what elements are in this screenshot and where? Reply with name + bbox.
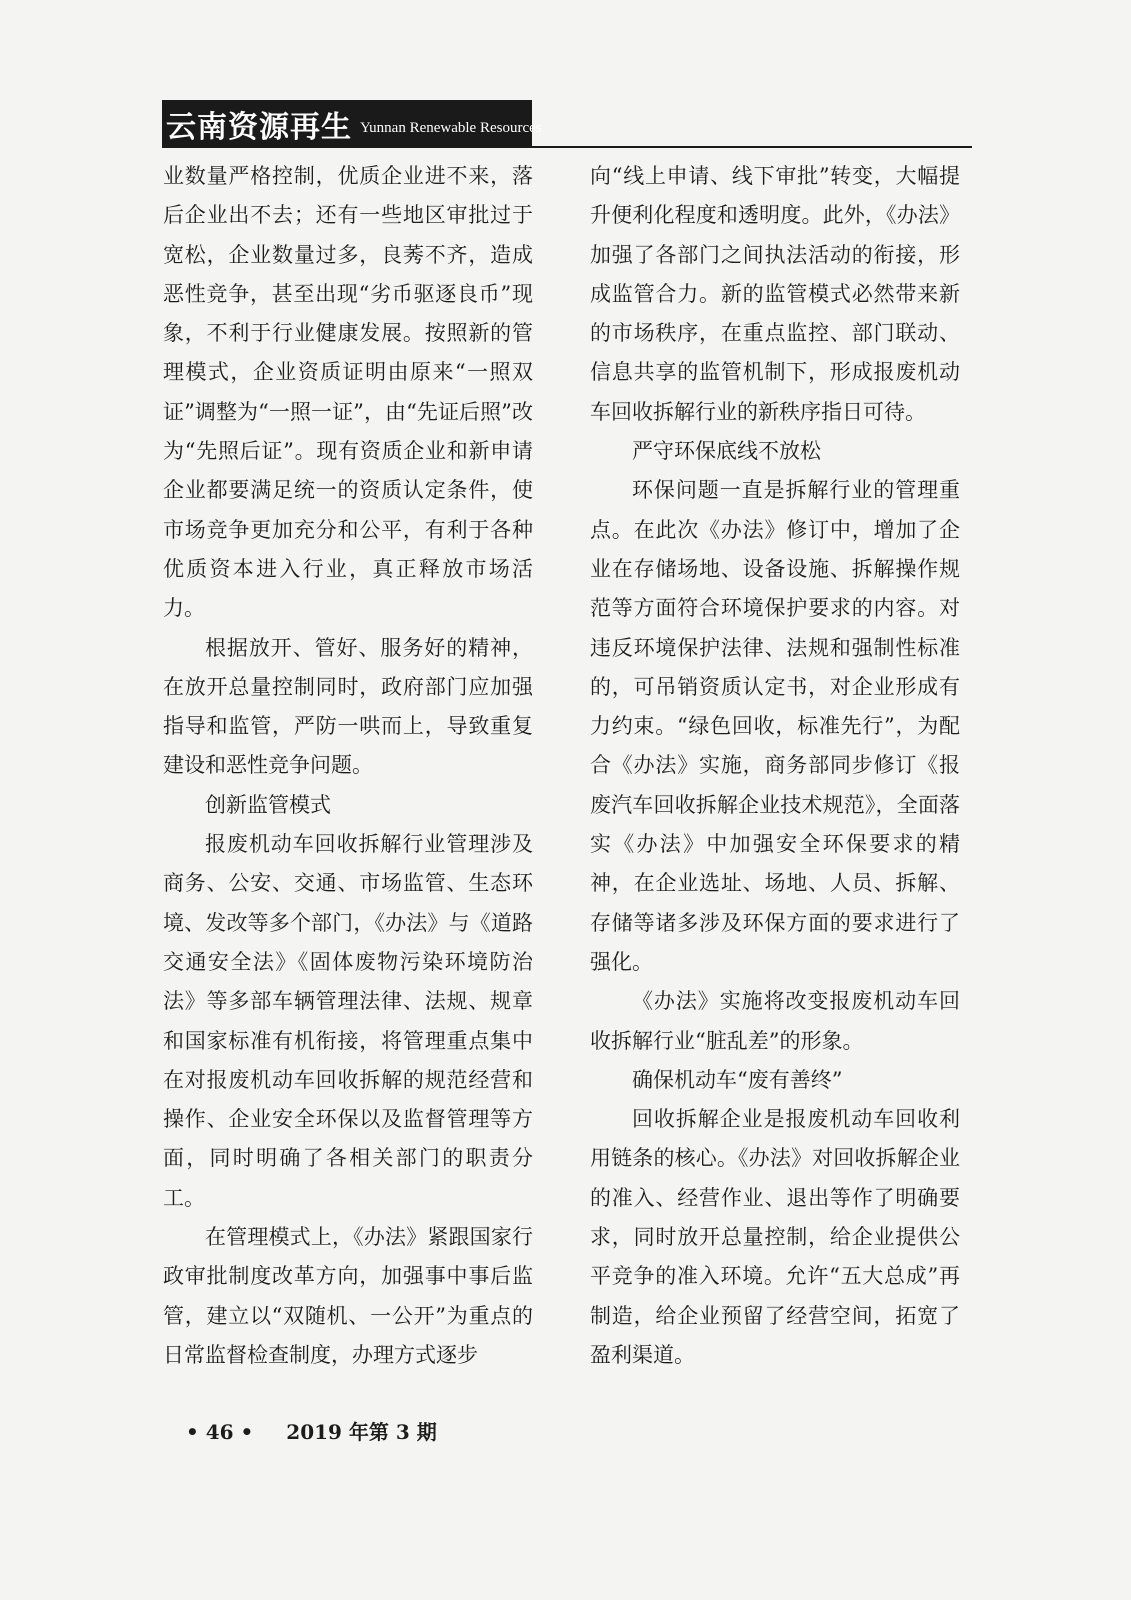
paragraph: 《办法》实施将改变报废机动车回收拆解行业“脏乱差”的形象。 xyxy=(590,989,960,1053)
section-heading: 创新监管模式 xyxy=(205,792,331,817)
page-footer xyxy=(186,1416,437,1445)
paragraph: 报废机动车回收拆解行业管理涉及商务、公安、交通、市场监管、生态环境、发改等多个部门，《办法》与《道路交通安全法》《固体废物污染环境防治法》等多部车辆管理法律、法规、规章和国家标准有机衔接，将管理重点集中在对报废机动车回收拆解的规范经营和操作、企业安全环保以及监督管理等方面，同时明确了各相关部门的职责分工。 xyxy=(163,832,533,1210)
section-heading: 确保机动车“废有善终” xyxy=(632,1067,843,1092)
header-rule xyxy=(162,146,972,148)
paragraph: 根据放开、管好、服务好的精神，在放开总量控制同时，政府部门应加强指导和监管，严防一哄而上，导致重复建设和恶性竞争问题。 xyxy=(163,635,533,778)
journal-title-en: Yunnan Renewable Resources xyxy=(360,119,542,136)
left-column xyxy=(163,157,533,1375)
paragraph: 业数量严格控制，优质企业进不来，落后企业出不去；还有一些地区审批过于宽松，企业数量过多，良莠不齐，造成恶性竞争，甚至出现“劣币驱逐良币”现象，不利于行业健康发展。按照新的管理模式，企业资质证明由原来“一照双证”调整为“一照一证”，由“先证后照”改为“先照后证”。现有资质企业和新申请企业都要满足统一的资质认定条件，使市场竞争更加充分和公平，有利于各种优质资本进入行业，真正释放市场活力。 xyxy=(163,164,533,621)
section-heading: 严守环保底线不放松 xyxy=(632,439,821,464)
page-number: • 46 • xyxy=(186,1420,254,1444)
paragraph: 在管理模式上，《办法》紧跟国家行政审批制度改革方向，加强事中事后监管，建立以“双随机、一公开”为重点的日常监督检查制度，办理方式逐步 xyxy=(163,1225,533,1367)
paragraph: 回收拆解企业是报废机动车回收利用链条的核心。《办法》对回收拆解企业的准入、经营作业、退出等作了明确要求，同时放开总量控制，给企业提供公平竞争的准入环境。允许“五大总成”再制造，给企业预留了经营空间，拓宽了盈利渠道。 xyxy=(590,1107,960,1367)
right-column xyxy=(590,157,960,1375)
paragraph: 环保问题一直是拆解行业的管理重点。在此次《办法》修订中，增加了企业在存储场地、设备设施、拆解操作规范等方面符合环境保护要求的内容。对违反环境保护法律、法规和强制性标准的，可吊销资质认定书，对企业形成有力约束。“绿色回收，标准先行”，为配合《办法》实施，商务部同步修订《报废汽车回收拆解企业技术规范》，全面落实《办法》中加强安全环保要求的精神，在企业选址、场地、人员、拆解、存储等诸多涉及环保方面的要求进行了强化。 xyxy=(590,478,960,974)
journal-header xyxy=(162,100,542,148)
paragraph: 向“线上申请、线下审批”转变，大幅提升便利化程度和透明度。此外，《办法》加强了各部门之间执法活动的衔接，形成监管合力。新的监管模式必然带来新的市场秩序，在重点监控、部门联动、信息共享的监管机制下，形成报废机动车回收拆解行业的新秩序指日可待。 xyxy=(590,164,960,424)
issue-label: 2019 年第 3 期 xyxy=(286,1420,437,1444)
journal-title-cn: 云南资源再生 xyxy=(166,110,352,145)
